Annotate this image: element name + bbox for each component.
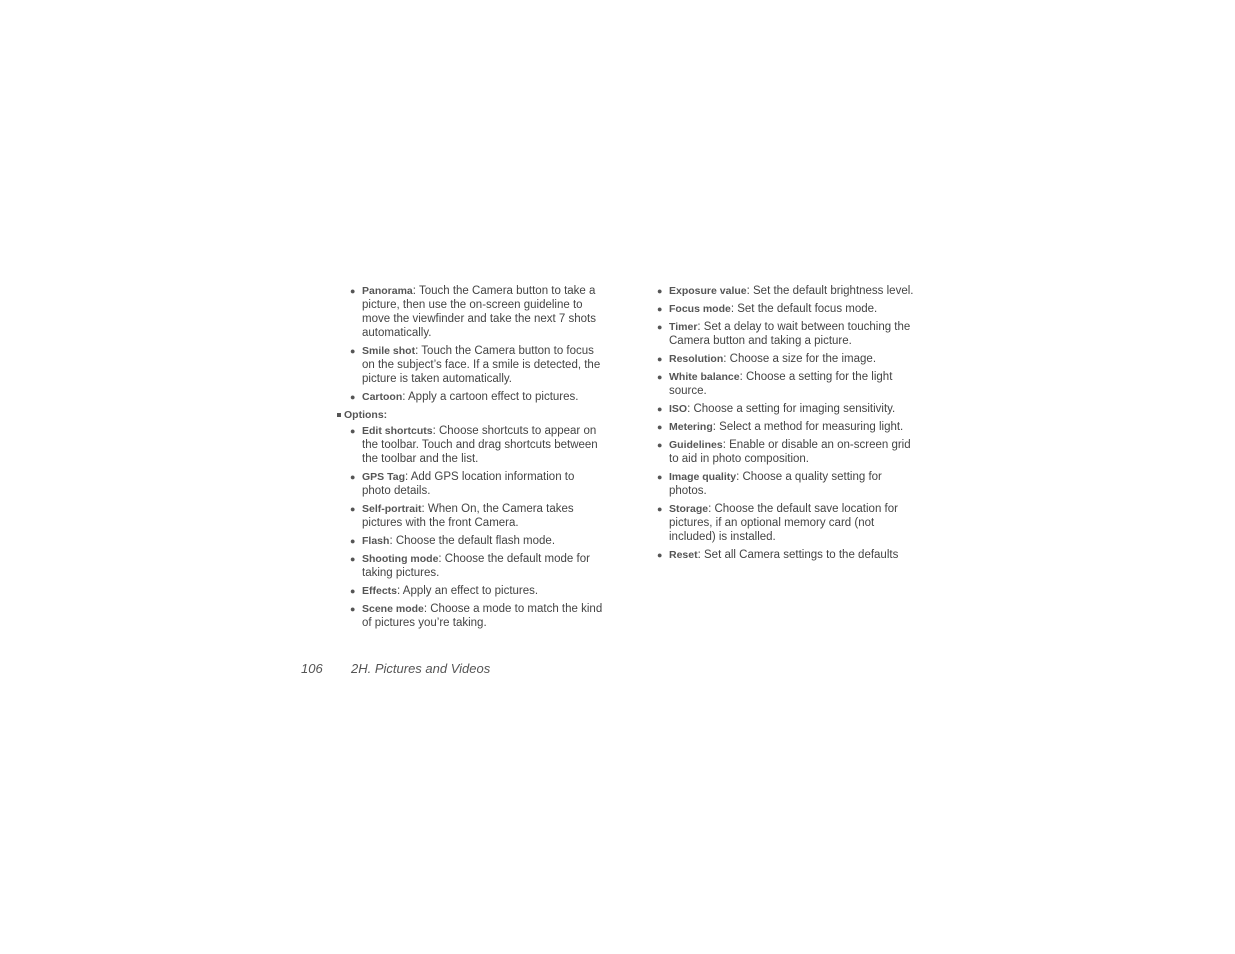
- item-term: ISO: [669, 403, 688, 415]
- item-term: Panorama: [362, 285, 413, 297]
- item-description: : When On, the Camera takes pictures with the front Camera.: [362, 503, 574, 529]
- right-column: [656, 284, 918, 566]
- item-term: Resolution: [669, 353, 724, 365]
- item-description: : Choose shortcuts to appear on the toolbar. Touch and drag shortcuts between the toolbar and the list.: [362, 425, 598, 465]
- item-term: Shooting mode: [362, 553, 439, 565]
- mode-list: [336, 284, 606, 404]
- bullet-icon: ●: [350, 426, 356, 436]
- square-bullet-icon: [337, 413, 341, 417]
- item-description: : Choose the default mode for taking pictures.: [362, 553, 590, 579]
- bullet-icon: ●: [657, 440, 663, 450]
- item-term: Scene mode: [362, 603, 424, 615]
- item-description: : Apply a cartoon effect to pictures.: [402, 391, 579, 403]
- bullet-icon: ●: [657, 504, 663, 514]
- list-item: [336, 552, 606, 580]
- item-description: : Add GPS location information to photo details.: [362, 471, 575, 497]
- item-description: : Set all Camera settings to the defaults: [697, 549, 899, 561]
- list-item: [336, 534, 606, 548]
- bullet-icon: ●: [350, 472, 356, 482]
- list-item: [656, 420, 918, 434]
- bullet-icon: ●: [350, 604, 356, 614]
- list-item: [656, 370, 918, 398]
- left-column: [336, 284, 606, 634]
- list-item: [656, 548, 918, 562]
- bullet-icon: ●: [657, 286, 663, 296]
- item-term: Image quality: [669, 471, 737, 483]
- item-term: Smile shot: [362, 345, 416, 357]
- list-item: [336, 284, 606, 340]
- options-list-left: [336, 424, 606, 630]
- page-footer: [301, 662, 490, 676]
- list-item: [336, 584, 606, 598]
- bullet-icon: ●: [350, 504, 356, 514]
- item-term: Flash: [362, 535, 390, 547]
- item-description: : Choose the default save location for pictures, if an optional memory card (not included) is installed.: [669, 503, 898, 543]
- list-item: [336, 390, 606, 404]
- bullet-icon: ●: [657, 550, 663, 560]
- list-item: [336, 470, 606, 498]
- bullet-icon: ●: [657, 354, 663, 364]
- list-item: [656, 284, 918, 298]
- item-term: Metering: [669, 421, 713, 433]
- bullet-icon: ●: [657, 422, 663, 432]
- list-item: [656, 352, 918, 366]
- bullet-icon: ●: [350, 392, 356, 402]
- bullet-icon: ●: [350, 346, 356, 356]
- item-description: : Set the default brightness level.: [746, 285, 914, 297]
- options-heading: Options:: [336, 408, 606, 422]
- bullet-icon: ●: [350, 536, 356, 546]
- list-item: [656, 320, 918, 348]
- item-term: Effects: [362, 585, 398, 597]
- item-term: Self-portrait: [362, 503, 422, 515]
- item-description: : Choose a setting for imaging sensitivity.: [687, 403, 896, 415]
- bullet-icon: ●: [657, 472, 663, 482]
- item-description: : Choose a setting for the light source.: [669, 371, 893, 397]
- list-item: [336, 602, 606, 630]
- list-item: [336, 502, 606, 530]
- item-description: : Enable or disable an on-screen grid to aid in photo composition.: [669, 439, 911, 465]
- item-description: : Touch the Camera button to take a picture, then use the on-screen guideline to move the viewfinder and take the next 7 shots automatically.: [362, 285, 596, 339]
- bullet-icon: ●: [657, 372, 663, 382]
- list-item: [336, 344, 606, 386]
- list-item: [656, 470, 918, 498]
- list-item: [656, 402, 918, 416]
- item-term: Edit shortcuts: [362, 425, 433, 437]
- item-description: : Set the default focus mode.: [730, 303, 878, 315]
- list-item: [336, 424, 606, 466]
- bullet-icon: ●: [350, 554, 356, 564]
- item-term: Timer: [669, 321, 698, 333]
- item-description: : Select a method for measuring light.: [712, 421, 904, 433]
- list-item: [656, 302, 918, 316]
- item-description: : Apply an effect to pictures.: [397, 585, 539, 597]
- item-term: Focus mode: [669, 303, 731, 315]
- item-description: : Choose a size for the image.: [723, 353, 877, 365]
- item-term: White balance: [669, 371, 740, 383]
- item-term: Reset: [669, 549, 698, 561]
- options-list-right: [656, 284, 918, 562]
- bullet-icon: ●: [350, 286, 356, 296]
- item-description: : Choose a quality setting for photos.: [669, 471, 882, 497]
- item-term: Cartoon: [362, 391, 403, 403]
- item-term: Guidelines: [669, 439, 723, 451]
- item-description: : Touch the Camera button to focus on the subject’s face. If a smile is detected, the picture is taken automatically.: [362, 345, 601, 385]
- page-number: 106: [301, 661, 323, 676]
- bullet-icon: ●: [350, 586, 356, 596]
- item-term: GPS Tag: [362, 471, 405, 483]
- list-item: [656, 438, 918, 466]
- bullet-icon: ●: [657, 304, 663, 314]
- item-term: Storage: [669, 503, 709, 515]
- list-item: [656, 502, 918, 544]
- item-description: : Choose the default flash mode.: [389, 535, 556, 547]
- section-title: 2H. Pictures and Videos: [351, 661, 491, 676]
- bullet-icon: ●: [657, 322, 663, 332]
- bullet-icon: ●: [657, 404, 663, 414]
- item-description: : Set a delay to wait between touching the Camera button and taking a picture.: [669, 321, 911, 347]
- item-description: : Choose a mode to match the kind of pictures you’re taking.: [362, 603, 603, 629]
- item-term: Exposure value: [669, 285, 747, 297]
